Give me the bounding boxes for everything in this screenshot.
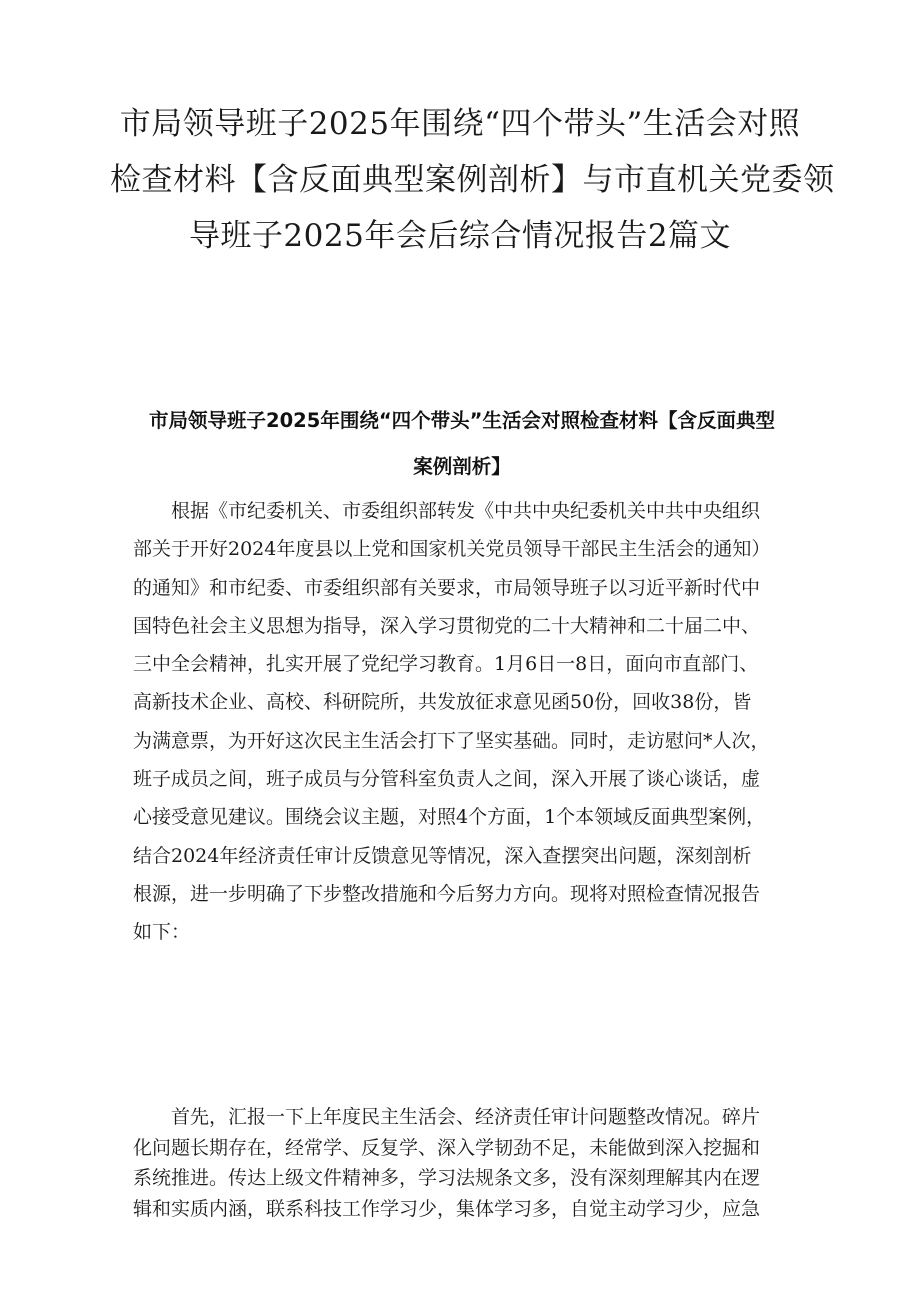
text-line: 部关于开好2024年度县以上党和国家机关党员领导干部民主生活会的通知）: [133, 538, 771, 561]
text-line: 根源，进一步明确了下步整改措施和今后努力方向。现将对照检查情况报告: [133, 882, 761, 905]
text-line: 系统推进。传达上级文件精神多，学习法规条文多，没有深刻理解其内在逻: [133, 1167, 761, 1189]
paragraph-intro: [133, 492, 793, 952]
title-line: 导班子2025年会后综合情况报告2篇文: [188, 218, 732, 254]
text-line: 为满意票，为开好这次民主生活会打下了坚实基础。同时，走访慰问*人次，: [133, 729, 770, 752]
text-line: 结合2024年经济责任审计反馈意见等情况，深入查摆突出问题，深刻剖析: [133, 844, 752, 867]
text-line: 班子成员之间，班子成员与分管科室负责人之间，深入开展了谈心谈话，虚: [133, 768, 761, 791]
text-line: 高新技术企业、高校、科研院所，共发放征求意见函50份，回收38份，皆: [133, 691, 752, 714]
text-line: 三中全会精神，扎实开展了党纪学习教育。1月6日一8日，面向市直部门、: [133, 653, 759, 676]
text-line: 心接受意见建议。围绕会议主题，对照4个方面，1个本领域反面典型案例，: [133, 806, 766, 829]
text-line: 国特色社会主义思想为指导，深入学习贯彻党的二十大精神和二十届二中、: [133, 614, 761, 637]
text-line: 如下：: [133, 921, 191, 944]
text-line: 辑和实质内涵，联系科技工作学习少，集体学习多，自觉主动学习少，应急: [133, 1197, 761, 1220]
section-title-line: 市局领导班子2025年围绕“四个带头”生活会对照检查材料【含反面典型: [149, 409, 775, 432]
text-line: 根据《市纪委机关、市委组织部转发《中共中央纪委机关中共中央组织: [171, 500, 761, 522]
text-line: 的通知》和市纪委、市委组织部有关要求，市局领导班子以习近平新时代中: [133, 576, 761, 599]
title-line: 市局领导班子2025年围绕“四个带头”生活会对照: [119, 106, 801, 142]
text-line: 化问题长期存在，经常学、反复学、深入学韧劲不足，未能做到深入挖掘和: [133, 1136, 761, 1159]
document-title: [110, 96, 835, 264]
section-title-line: 案例剖析】: [413, 455, 511, 478]
section-title: [126, 398, 798, 490]
title-line: 检查材料【含反面典型案例剖析】与市直机关党委领: [110, 162, 835, 198]
text-line: 首先，汇报一下上年度民主生活会、经济责任审计问题整改情况。碎片: [171, 1106, 761, 1128]
paragraph-rectification: [133, 1102, 793, 1224]
